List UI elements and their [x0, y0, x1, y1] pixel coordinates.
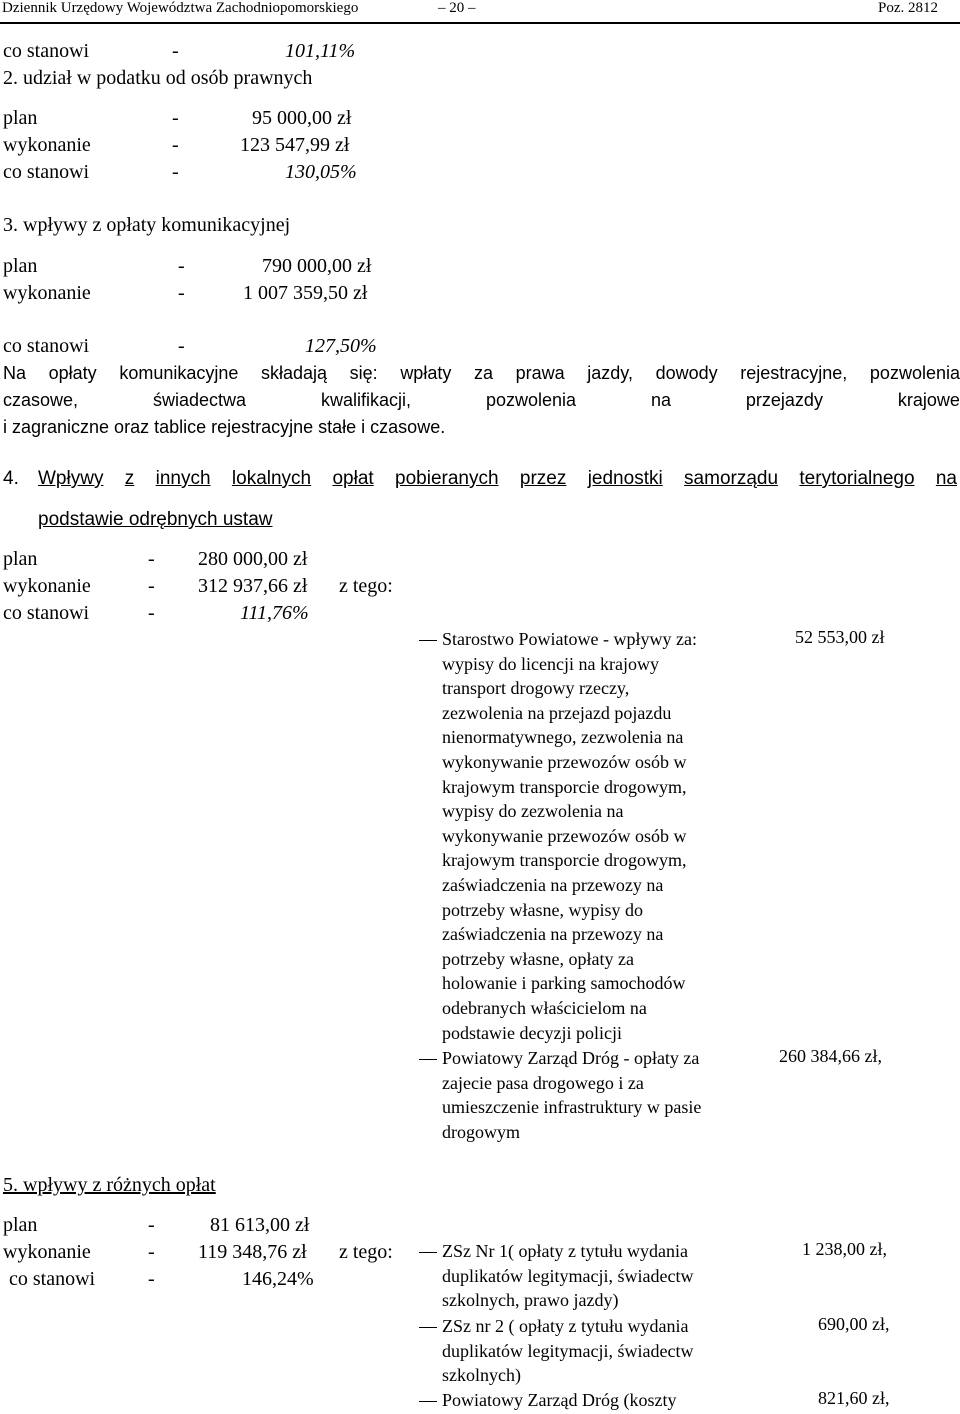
s2-plan-value: 95 000,00 zł [252, 107, 352, 129]
word: składają [261, 363, 328, 383]
desc-line: szkolnych) [442, 1365, 521, 1386]
s1-value: 101,11% [285, 40, 356, 62]
word: przejazdy [745, 390, 823, 410]
s3-wyk-value: 1 007 359,50 zł [243, 282, 368, 304]
s4-wyk-value: 312 937,66 zł [198, 575, 308, 597]
desc-line: holowanie i parking samochodów [442, 973, 686, 994]
s2-cs-label: co stanowi [3, 161, 90, 183]
s3-plan-value: 790 000,00 zł [262, 255, 372, 277]
s5-title: 5. wpływy z różnych opłat [3, 1174, 216, 1196]
bullet-dash [419, 640, 437, 641]
s5-wyk-value: 119 348,76 zł [198, 1241, 307, 1263]
s2-cs-dash: - [172, 161, 179, 183]
page-number: – 20 – [438, 0, 476, 16]
word: na [935, 468, 957, 489]
word: lokalnych [231, 468, 312, 489]
word: krajowe [897, 390, 960, 410]
s5-cs-value: 146,24% [242, 1268, 314, 1290]
desc-line: wykonywanie przewozów osób w [442, 751, 687, 772]
s2-title: 2. udział w podatku od osób prawnych [3, 67, 313, 89]
s5-wyk-label: wykonanie [3, 1241, 91, 1263]
word: z [124, 468, 135, 489]
word: opłat [332, 468, 374, 489]
desc-line: Starostwo Powiatowe - wpływy za: [442, 629, 697, 649]
s4-item-1-description [442, 627, 697, 1045]
position-number: Poz. 2812 [878, 0, 938, 16]
s5-item-2-amount: 690,00 zł, [818, 1314, 890, 1334]
s3-cs-label: co stanowi [3, 335, 90, 357]
bullet-dash [419, 1327, 437, 1328]
word: za [473, 363, 493, 383]
s4-plan-label: plan [3, 548, 38, 570]
word: przez [519, 468, 567, 489]
desc-line: zezwolenia na przejazd pojazdu [442, 702, 672, 723]
s5-cs-dash: - [148, 1268, 155, 1290]
desc-line: szkolnych, prawo jazdy) [442, 1290, 619, 1311]
desc-line: wykonywanie przewozów osób w [442, 825, 687, 846]
word: pozwolenia [869, 363, 960, 383]
word: świadectwa [152, 390, 247, 410]
s4-item-1-amount: 52 553,00 zł [795, 627, 885, 647]
word: terytorialnego [799, 468, 915, 489]
desc-line: drogowym [442, 1121, 520, 1142]
s4-number: 4. [3, 468, 19, 489]
s3-para-line-2 [3, 387, 960, 414]
s5-of-which: z tego: [339, 1241, 393, 1263]
s4-wyk-label: wykonanie [3, 575, 91, 597]
s2-wyk-value: 123 547,99 zł [240, 134, 350, 156]
s4-plan-dash: - [148, 548, 155, 570]
desc-line: nienormatywnego, zezwolenia na [442, 727, 684, 748]
bullet-dash [419, 1252, 437, 1253]
word: komunikacyjne [119, 363, 239, 383]
desc-line: potrzeby własne, opłaty za [442, 948, 634, 969]
s4-wyk-dash: - [148, 575, 155, 597]
desc-line: krajowym transporcie drogowym, [442, 850, 687, 871]
s5-cs-label: co stanowi [9, 1268, 96, 1290]
bullet-dash [419, 1059, 437, 1060]
word: innych [155, 468, 211, 489]
s3-paragraph [3, 360, 960, 441]
word: Na [3, 363, 27, 383]
s2-wyk-label: wykonanie [3, 134, 91, 156]
desc-line: transport drogowy rzeczy, [442, 678, 630, 699]
s5-item-3-description [442, 1388, 676, 1413]
desc-line: zaświadczenia na przewozy na [442, 874, 664, 895]
word: pozwolenia [485, 390, 576, 410]
s3-wyk-label: wykonanie [3, 282, 91, 304]
s2-cs-value: 130,05% [285, 161, 357, 183]
s4-of-which: z tego: [339, 575, 393, 597]
word: prawa [515, 363, 565, 383]
desc-line: zajecie pasa drogowego i za [442, 1072, 644, 1093]
s4-cs-dash: - [148, 602, 155, 624]
word: jazdy, [587, 363, 633, 383]
s5-item-1-description [442, 1239, 693, 1313]
s5-plan-value: 81 613,00 zł [210, 1214, 310, 1236]
s5-item-1-amount: 1 238,00 zł, [802, 1239, 887, 1259]
word: rejestracyjne, [740, 363, 848, 383]
s3-plan-dash: - [178, 255, 185, 277]
desc-line: podstawie decyzji policji [442, 1022, 622, 1043]
s3-cs-value: 127,50% [305, 335, 377, 357]
s4-item-2-amount: 260 384,66 zł, [779, 1046, 882, 1066]
word: Wpływy [38, 468, 104, 489]
desc-line: Powiatowy Zarząd Dróg (koszty [442, 1390, 677, 1410]
word: na [650, 390, 671, 410]
s4-title-line-2: podstawie odrębnych ustaw [38, 509, 273, 530]
desc-line: wypisy do zezwolenia na [442, 801, 624, 822]
desc-line: umieszczenie infrastruktury w pasie [442, 1097, 702, 1118]
desc-line: duplikatów legitymacji, świadectw [442, 1265, 694, 1286]
bullet-dash [419, 1401, 437, 1402]
s2-plan-label: plan [3, 107, 38, 129]
desc-line: wypisy do licencji na krajowy [442, 653, 659, 674]
s5-plan-dash: - [148, 1214, 155, 1236]
header-rule [0, 22, 960, 24]
s5-item-2-description [442, 1314, 693, 1388]
desc-line: duplikatów legitymacji, świadectw [442, 1340, 694, 1361]
s3-wyk-dash: - [178, 282, 185, 304]
s5-item-3-amount: 821,60 zł, [818, 1388, 890, 1408]
s4-plan-value: 280 000,00 zł [198, 548, 308, 570]
word: kwalifikacji, [320, 390, 411, 410]
desc-line: krajowym transporcie drogowym, [442, 776, 687, 797]
desc-line: ZSz nr 2 ( opłaty z tytułu wydania [442, 1316, 689, 1336]
s3-title: 3. wpływy z opłaty komunikacyjnej [3, 214, 291, 236]
desc-line: zaświadczenia na przewozy na [442, 924, 664, 945]
s1-label: co stanowi [3, 40, 90, 62]
s2-wyk-dash: - [172, 134, 179, 156]
word: jednostki [587, 468, 663, 489]
s5-wyk-dash: - [148, 1241, 155, 1263]
s5-plan-label: plan [3, 1214, 38, 1236]
journal-title: Dziennik Urzędowy Województwa Zachodniopomorskiego [2, 0, 359, 16]
desc-line: potrzeby własne, wypisy do [442, 899, 643, 920]
s4-item-2-description [442, 1046, 701, 1144]
s3-plan-label: plan [3, 255, 38, 277]
s1-dash: - [172, 40, 179, 62]
word: czasowe, [3, 390, 79, 410]
s3-para-line-3: i zagraniczne oraz tablice rejestracyjne stałe i czasowe. [3, 417, 446, 437]
word: pobieranych [395, 468, 499, 489]
s3-cs-dash: - [178, 335, 185, 357]
s2-plan-dash: - [172, 107, 179, 129]
desc-line: ZSz Nr 1( opłaty z tytułu wydania [442, 1241, 688, 1261]
word: samorządu [684, 468, 779, 489]
s4-title-line-1 [38, 468, 957, 490]
desc-line: odebranych właścicielom na [442, 997, 647, 1018]
s4-cs-label: co stanowi [3, 602, 90, 624]
s4-cs-value: 111,76% [240, 602, 309, 624]
word: się: [349, 363, 378, 383]
s3-para-line-1 [3, 360, 960, 387]
word: dowody [655, 363, 718, 383]
word: opłaty [48, 363, 97, 383]
word: wpłaty [400, 363, 452, 383]
desc-line: Powiatowy Zarząd Dróg - opłaty za [442, 1048, 700, 1068]
